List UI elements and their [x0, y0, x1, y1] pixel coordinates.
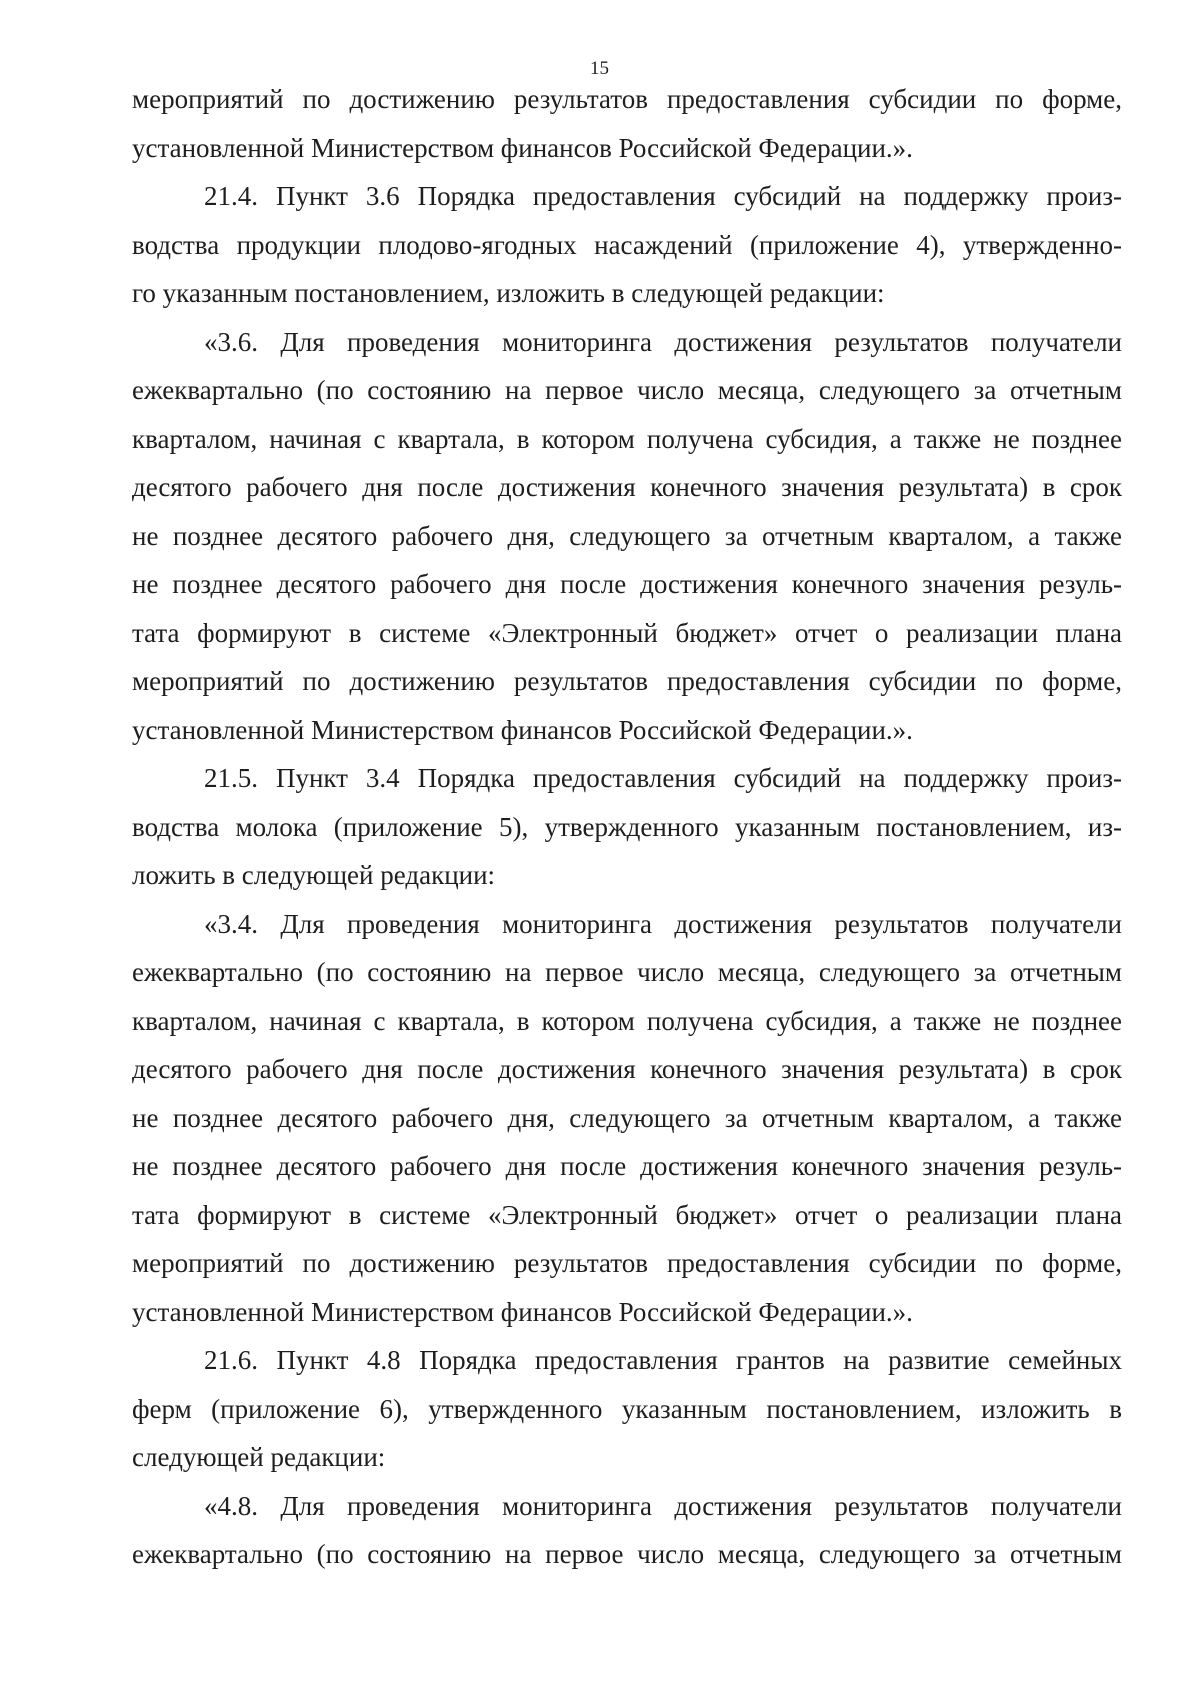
text-line: следующей редакции:	[132, 1442, 386, 1472]
text-line: тата формируют в системе «Электронный бюджет» отчет о реализации плана	[132, 1199, 1122, 1230]
text-line: кварталом, начиная с квартала, в котором получена субсидия, а также не позднее	[132, 1005, 1122, 1036]
text-line: ферм (приложение 6), утвержденного указанным постановлением, изложить в	[132, 1393, 1122, 1424]
text-line: водства молока (приложение 5), утвержденного указанным постановлением, из-	[132, 811, 1122, 842]
text-line: «3.6. Для проведения мониторинга достижения результатов получатели	[204, 326, 1122, 357]
text-line: мероприятий по достижению результатов предоставления субсидии по форме,	[132, 1248, 1122, 1278]
document-body	[132, 75, 1122, 1579]
text-line: 21.4. Пункт 3.6 Порядка предоставления субсидий на поддержку произ-	[204, 181, 1122, 211]
text-line: десятого рабочего дня после достижения конечного значения результата) в срок	[132, 1054, 1122, 1084]
text-line: 21.6. Пункт 4.8 Порядка предоставления грантов на развитие семейных	[204, 1345, 1122, 1375]
text-line: не позднее десятого рабочего дня, следующего за отчетным кварталом, а также	[132, 1102, 1122, 1133]
text-line: го указанным постановлением, изложить в следующей редакции:	[132, 278, 885, 308]
page-number: 15	[590, 58, 609, 79]
text-line: тата формируют в системе «Электронный бюджет» отчет о реализации плана	[132, 617, 1122, 648]
text-line: ежеквартально (по состоянию на первое число месяца, следующего за отчетным	[132, 957, 1122, 987]
text-line: ежеквартально (по состоянию на первое число месяца, следующего за отчетным	[132, 375, 1122, 405]
text-line: мероприятий по достижению результатов предоставления субсидии по форме,	[132, 84, 1122, 114]
text-line: водства продукции плодово-ягодных насаждений (приложение 4), утвержденно-	[132, 229, 1122, 260]
text-line: 21.5. Пункт 3.4 Порядка предоставления субсидий на поддержку произ-	[204, 763, 1122, 793]
text-line: установленной Министерством финансов Российской Федерации.».	[132, 1296, 913, 1327]
text-line: десятого рабочего дня после достижения конечного значения результата) в срок	[132, 472, 1122, 502]
text-line: не позднее десятого рабочего дня после достижения конечного значения резуль-	[132, 569, 1122, 599]
text-line: «4.8. Для проведения мониторинга достижения результатов получатели	[204, 1490, 1122, 1521]
text-line: установленной Министерством финансов Российской Федерации.».	[132, 132, 913, 163]
text-line: кварталом, начиная с квартала, в котором получена субсидия, а также не позднее	[132, 423, 1122, 454]
text-line: ложить в следующей редакции:	[132, 860, 496, 890]
text-line: мероприятий по достижению результатов предоставления субсидии по форме,	[132, 666, 1122, 696]
text-line: «3.4. Для проведения мониторинга достижения результатов получатели	[204, 908, 1122, 939]
text-line: не позднее десятого рабочего дня после достижения конечного значения резуль-	[132, 1151, 1122, 1181]
text-line: не позднее десятого рабочего дня, следующего за отчетным кварталом, а также	[132, 520, 1122, 551]
text-line: установленной Министерством финансов Российской Федерации.».	[132, 714, 913, 745]
text-line: ежеквартально (по состоянию на первое число месяца, следующего за отчетным	[132, 1539, 1122, 1569]
